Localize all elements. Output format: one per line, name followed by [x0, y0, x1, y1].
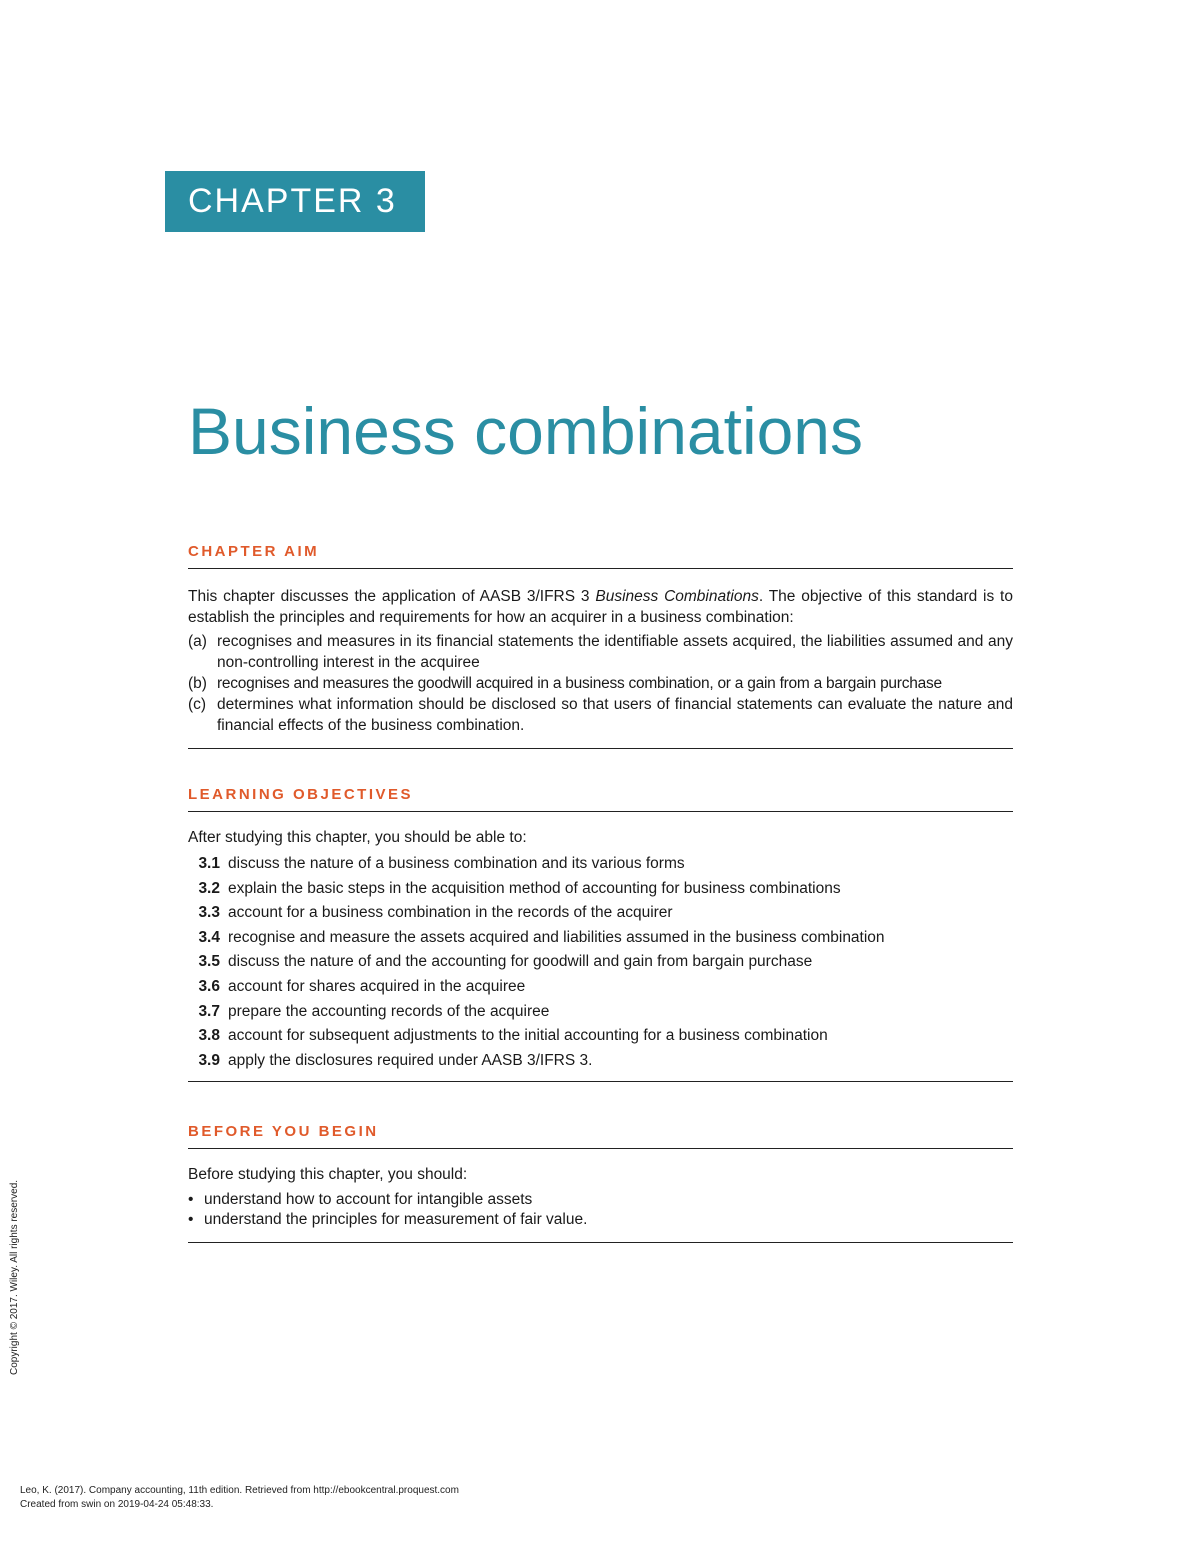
before-you-begin-item: [188, 1210, 1013, 1230]
before-you-begin-list: [188, 1190, 1013, 1230]
learning-objective-item: [188, 1024, 1013, 1049]
chapter-aim-bottom-rule: [188, 748, 1013, 749]
page-title: Business combinations: [188, 394, 864, 468]
chapter-aim-item-text: recognises and measures in its financial statements the identifiable assets acquired, the liabilities assumed and any non-controlling interest in the acquiree: [217, 633, 1013, 671]
objective-text: recognise and measure the assets acquired and liabilities assumed in the business combination: [228, 928, 885, 946]
before-you-begin-heading: BEFORE YOU BEGIN: [188, 1123, 379, 1140]
chapter-aim-item-text: recognises and measures the goodwill acquired in a business combination, or a gain from a bargain purchase: [217, 675, 942, 692]
objective-text: account for subsequent adjustments to the initial accounting for a business combination: [228, 1027, 828, 1045]
bullet-icon: •: [188, 1191, 194, 1208]
chapter-aim-item-marker: (a): [188, 633, 207, 650]
learning-objective-item: [188, 950, 1013, 975]
objective-text: discuss the nature of a business combination and its various forms: [228, 855, 685, 872]
before-you-begin-top-rule: [188, 1148, 1013, 1149]
learning-objective-item: [188, 975, 1013, 1000]
learning-objectives-top-rule: [188, 811, 1013, 812]
before-you-begin-item: [188, 1190, 1013, 1210]
chapter-aim-item: [188, 694, 1013, 736]
learning-objective-item: [188, 852, 1013, 877]
chapter-aim-standard-name: Business Combinations: [595, 588, 759, 605]
chapter-aim-top-rule: [188, 568, 1013, 569]
objective-text: apply the disclosures required under AASB 3/IFRS 3.: [228, 1051, 593, 1069]
objective-number: 3.8: [198, 1027, 220, 1045]
objective-text: discuss the nature of and the accounting for goodwill and gain from bargain purchase: [228, 953, 813, 971]
learning-objective-item: [188, 901, 1013, 926]
objective-text: account for shares acquired in the acquiree: [228, 977, 526, 995]
learning-objectives-section: [188, 785, 1013, 1082]
objective-number: 3.1: [198, 855, 220, 872]
objective-number: 3.6: [198, 977, 220, 995]
before-you-begin-item-text: understand the principles for measurement of fair value.: [204, 1211, 588, 1228]
chapter-aim-intro-start: This chapter discusses the application of AASB 3/IFRS 3: [188, 588, 596, 605]
learning-objectives-intro: After studying this chapter, you should be able to:: [188, 829, 527, 846]
learning-objectives-bottom-rule: [188, 1081, 1013, 1082]
chapter-aim-section: [188, 542, 1013, 749]
before-you-begin-section: [188, 1122, 1013, 1243]
objective-number: 3.3: [198, 904, 220, 922]
chapter-aim-item-marker: (c): [188, 696, 207, 713]
chapter-aim-intro-end: . The objective of this standard is to establish the principles and requirements for how an acquirer in a business combination:: [188, 588, 1013, 626]
objective-text: explain the basic steps in the acquisition method of accounting for business combinations: [228, 879, 841, 897]
objective-number: 3.4: [198, 928, 220, 946]
chapter-aim-intro: [188, 586, 1013, 628]
objective-number: 3.7: [198, 1002, 220, 1020]
footer-created-line: Created from swin on 2019-04-24 05:48:33.: [20, 1499, 214, 1510]
objective-number: 3.2: [198, 879, 220, 897]
chapter-aim-item-marker: (b): [188, 675, 207, 692]
learning-objective-item: [188, 1049, 1013, 1074]
learning-objective-item: [188, 877, 1013, 902]
chapter-aim-heading: CHAPTER AIM: [188, 543, 320, 560]
before-you-begin-bottom-rule: [188, 1242, 1013, 1243]
chapter-aim-item: [188, 631, 1013, 673]
before-you-begin-item-text: understand how to account for intangible assets: [204, 1191, 533, 1208]
chapter-aim-list: [188, 631, 1013, 736]
learning-objective-item: [188, 926, 1013, 951]
objective-number: 3.9: [198, 1051, 220, 1069]
side-copyright-notice: Copyright © 2017. Wiley. All rights reserved.: [9, 1179, 20, 1375]
objective-text: prepare the accounting records of the acquiree: [228, 1002, 550, 1020]
learning-objectives-list: [188, 852, 1013, 1073]
chapter-aim-item: [188, 673, 1013, 694]
chapter-badge: CHAPTER 3: [165, 171, 425, 232]
chapter-aim-item-text: determines what information should be disclosed so that users of financial statements can evaluate the nature and financial effects of the business combination.: [217, 696, 1013, 734]
learning-objective-item: [188, 1000, 1013, 1025]
bullet-icon: •: [188, 1211, 194, 1228]
footer-citation-line: Leo, K. (2017). Company accounting, 11th edition. Retrieved from http://ebookcentral.proquest.com: [20, 1485, 459, 1496]
learning-objectives-heading: LEARNING OBJECTIVES: [188, 786, 414, 803]
objective-number: 3.5: [198, 953, 220, 971]
before-you-begin-intro: Before studying this chapter, you should:: [188, 1166, 468, 1183]
footer-citation: [20, 1484, 459, 1512]
objective-text: account for a business combination in the records of the acquirer: [228, 904, 673, 922]
